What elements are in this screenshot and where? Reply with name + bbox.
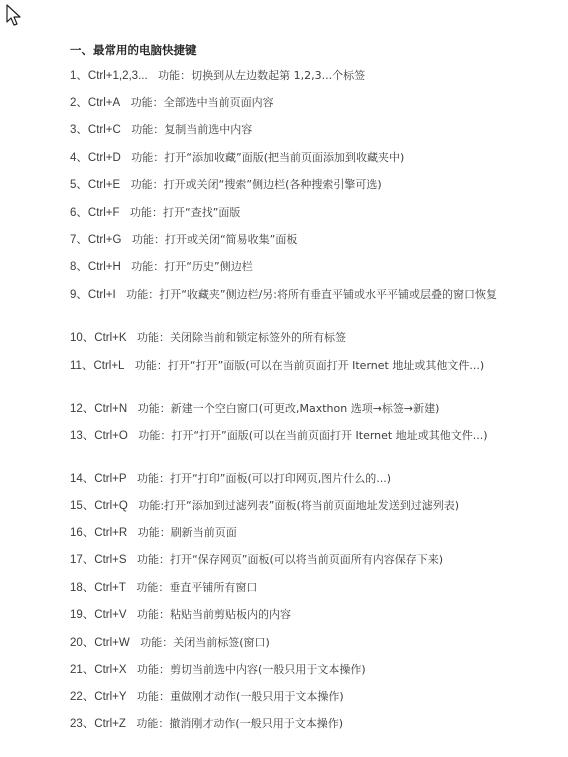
shortcut-description: 打开“打印”面板(可以打印网页,图片什么的...) bbox=[170, 472, 392, 485]
shortcut-description: 打开“添加收藏”面版(把当前页面添加到收藏夹中) bbox=[164, 151, 405, 164]
shortcut-key: 14、Ctrl+P bbox=[70, 473, 127, 485]
shortcut-key: 23、Ctrl+Z bbox=[70, 718, 126, 730]
shortcut-key: 13、Ctrl+O bbox=[70, 430, 128, 442]
shortcut-key: 15、Ctrl+Q bbox=[70, 500, 128, 512]
list-item bbox=[70, 552, 510, 568]
list-item bbox=[70, 68, 510, 84]
shortcut-description: 打开“打开”面版(可以在当前页面打开 Iternet 地址或其他文件...) bbox=[167, 359, 485, 372]
shortcut-description: 复制当前选中内容 bbox=[164, 123, 253, 136]
list-item bbox=[70, 689, 510, 705]
shortcut-description: 打开或关闭“搜索”侧边栏(各种搜索引擎可选) bbox=[163, 178, 382, 191]
function-label: 功能： bbox=[126, 663, 171, 676]
shortcut-key: 11、Ctrl+L bbox=[70, 360, 125, 372]
shortcut-description: 打开“收藏夹”侧边栏/另:将所有垂直平铺或水平平铺或层叠的窗口恢复 bbox=[159, 288, 498, 301]
list-item bbox=[70, 716, 510, 732]
shortcut-description: 垂直平铺所有窗口 bbox=[169, 581, 258, 594]
list-item bbox=[70, 358, 510, 374]
list-item bbox=[70, 122, 510, 138]
function-label: 功能： bbox=[120, 178, 164, 191]
shortcut-description: 打开或关闭“简易收集”面板 bbox=[164, 233, 298, 246]
shortcut-key: 5、Ctrl+E bbox=[70, 179, 121, 191]
function-label: 功能： bbox=[125, 717, 170, 730]
shortcut-key: 17、Ctrl+S bbox=[70, 554, 127, 566]
list-item bbox=[70, 205, 510, 221]
shortcut-description: 切换到从左边数起第 1,2,3...个标签 bbox=[191, 69, 366, 82]
list-item bbox=[70, 150, 510, 166]
shortcut-key: 18、Ctrl+T bbox=[70, 582, 126, 594]
shortcut-description: 关闭除当前和锁定标签外的所有标签 bbox=[170, 331, 347, 344]
function-label: 功能： bbox=[119, 206, 164, 219]
function-label: 功能: bbox=[127, 499, 165, 512]
function-label: 功能： bbox=[147, 69, 192, 82]
shortcut-key: 7、Ctrl+G bbox=[70, 234, 122, 246]
function-label: 功能： bbox=[124, 359, 168, 372]
function-label: 功能： bbox=[129, 636, 174, 649]
shortcut-description: 打开“打开”面版(可以在当前页面打开 Iternet 地址或其他文件...) bbox=[171, 429, 488, 442]
shortcut-description: 打开“保存网页”面板(可以将当前页面所有内容保存下来) bbox=[170, 553, 444, 566]
shortcut-description: 新建一个空白窗口(可更改,Maxthon 选项→标签→新建) bbox=[170, 402, 440, 415]
list-item bbox=[70, 498, 510, 514]
list-item bbox=[70, 635, 510, 651]
function-label: 功能： bbox=[126, 331, 171, 344]
shortcut-key: 21、Ctrl+X bbox=[70, 664, 127, 676]
list-item bbox=[70, 401, 510, 417]
shortcut-key: 4、Ctrl+D bbox=[70, 152, 121, 164]
list-item bbox=[70, 232, 510, 248]
list-item bbox=[70, 525, 510, 541]
shortcut-key: 10、Ctrl+K bbox=[70, 332, 127, 344]
shortcut-description: 剪切当前选中内容(一般只用于文本操作) bbox=[170, 663, 366, 676]
list-item bbox=[70, 95, 510, 111]
function-label: 功能： bbox=[127, 526, 171, 539]
shortcut-description: 撤消刚才动作(一般只用于文本操作) bbox=[169, 717, 344, 730]
shortcut-key: 3、Ctrl+C bbox=[70, 124, 121, 136]
shortcut-key: 16、Ctrl+R bbox=[70, 527, 128, 539]
list-item bbox=[70, 580, 510, 596]
shortcut-description: 粘贴当前剪贴板内的内容 bbox=[170, 608, 292, 621]
function-label: 功能： bbox=[126, 690, 171, 703]
list-item bbox=[70, 662, 510, 678]
shortcut-description: 关闭当前标签(窗口) bbox=[173, 636, 270, 649]
list-item bbox=[70, 428, 510, 444]
shortcut-key: 8、Ctrl+H bbox=[70, 261, 121, 273]
shortcut-key: 19、Ctrl+V bbox=[70, 609, 127, 621]
list-item bbox=[70, 607, 510, 623]
function-label: 功能： bbox=[120, 123, 165, 136]
list-item bbox=[70, 287, 510, 303]
shortcut-description: 打开“查找”面版 bbox=[163, 206, 241, 219]
shortcut-key: 9、Ctrl+I bbox=[70, 289, 116, 301]
mouse-pointer-icon bbox=[5, 4, 23, 28]
shortcut-key: 1、Ctrl+1,2,3... bbox=[70, 70, 148, 82]
shortcut-description: 刷新当前页面 bbox=[170, 526, 237, 539]
shortcut-key: 6、Ctrl+F bbox=[70, 207, 120, 219]
list-item bbox=[70, 471, 510, 487]
list-item bbox=[70, 177, 510, 193]
shortcut-key: 22、Ctrl+Y bbox=[70, 691, 127, 703]
function-label: 功能： bbox=[115, 288, 160, 301]
shortcut-key: 2、Ctrl+A bbox=[70, 97, 121, 109]
shortcut-description: 全部选中当前页面内容 bbox=[163, 96, 274, 109]
function-label: 功能： bbox=[126, 608, 171, 621]
function-label: 功能： bbox=[127, 402, 171, 415]
shortcut-description: 重做刚才动作(一般只用于文本操作) bbox=[170, 690, 344, 703]
function-label: 功能： bbox=[120, 260, 165, 273]
section-title: 一、最常用的电脑快捷键 bbox=[70, 43, 197, 57]
function-label: 功能： bbox=[120, 151, 165, 164]
shortcut-description: 打开“历史”侧边栏 bbox=[164, 260, 253, 273]
list-item bbox=[70, 330, 510, 346]
function-label: 功能： bbox=[125, 581, 170, 594]
shortcut-key: 12、Ctrl+N bbox=[70, 403, 128, 415]
shortcut-key: 20、Ctrl+W bbox=[70, 637, 130, 649]
function-label: 功能： bbox=[120, 96, 164, 109]
function-label: 功能： bbox=[127, 429, 172, 442]
function-label: 功能： bbox=[121, 233, 165, 246]
shortcut-description: 打开“添加到过滤列表”面板(将当前页面地址发送到过滤列表) bbox=[164, 499, 460, 512]
function-label: 功能： bbox=[126, 553, 171, 566]
list-item bbox=[70, 259, 510, 275]
function-label: 功能： bbox=[126, 472, 171, 485]
